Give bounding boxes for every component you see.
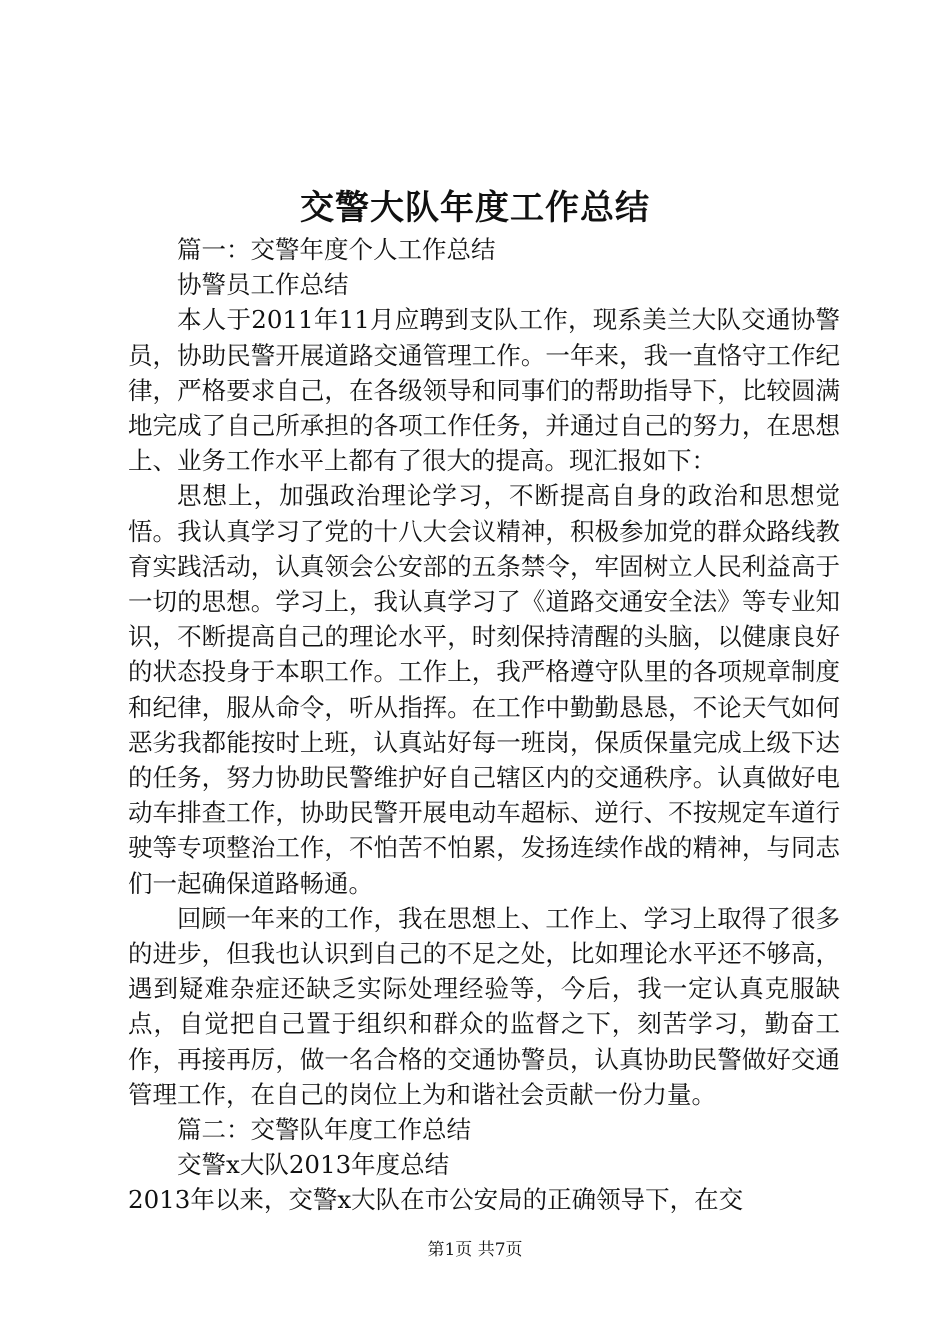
paragraph-intro: 本人于2011年11月应聘到支队工作，现系美兰大队交通协警员，协助民警开展道路交通管理工作。一年来，我一直恪守工作纪律，严格要求自己，在各级领导和同事们的帮助指导下，比较圆满地完成了自己所承担的各项工作任务，并通过自己的努力，在思想上、业务工作水平上都有了很大的提高。现汇报如下： — [128, 305, 840, 476]
page-number-footer: 第1页 共7页 — [427, 1240, 523, 1260]
section-heading-2: 篇二：交警队年度工作总结 — [177, 1115, 471, 1145]
paragraph-review: 回顾一年来的工作，我在思想上、工作上、学习上取得了很多的进步，但我也认识到自己的不足之处，比如理论水平还不够高，遇到疑难杂症还缺乏实际处理经验等，今后，我一定认真克服缺点，自觉把自己置于组织和群众的监督之下，刻苦学习，勤奋工作，再接再厉，做一名合格的交通协警员，认真协助民警做好交通管理工作，在自己的岗位上为和谐社会贡献一份力量。 — [128, 903, 840, 1109]
document-title: 交警大队年度工作总结 — [300, 188, 650, 228]
document-body — [128, 232, 840, 1218]
paragraph-2013-start: 2013年以来，交警x大队在市公安局的正确领导下，在交 — [128, 1185, 744, 1215]
section-heading-1: 篇一：交警年度个人工作总结 — [177, 235, 496, 264]
paragraph-thoughts: 思想上，加强政治理论学习，不断提高自身的政治和思想觉悟。我认真学习了党的十八大会议精神，积极参加党的群众路线教育实践活动，认真领会公安部的五条禁令，牢固树立人民利益高于一切的思想。学习上，我认真学习了《道路交通安全法》等专业知识，不断提高自己的理论水平，时刻保持清醒的头脑，以健康良好的状态投身于本职工作。工作上，我严格遵守队里的各项规章制度和纪律，服从命令，听从指挥。在工作中勤勤恳恳，不论天气如何恶劣我都能按时上班，认真站好每一班岗，保质保量完成上级下达的任务，努力协助民警维护好自己辖区内的交通秩序。认真做好电动车排查工作，协助民警开展电动车超标、逆行、不按规定车道行驶等专项整治工作，不怕苦不怕累，发扬连续作战的精神，与同志们一起确保道路畅通。 — [128, 481, 840, 898]
section-subheading-2: 交警x大队2013年度总结 — [177, 1150, 450, 1180]
section-subheading-1: 协警员工作总结 — [177, 270, 349, 300]
